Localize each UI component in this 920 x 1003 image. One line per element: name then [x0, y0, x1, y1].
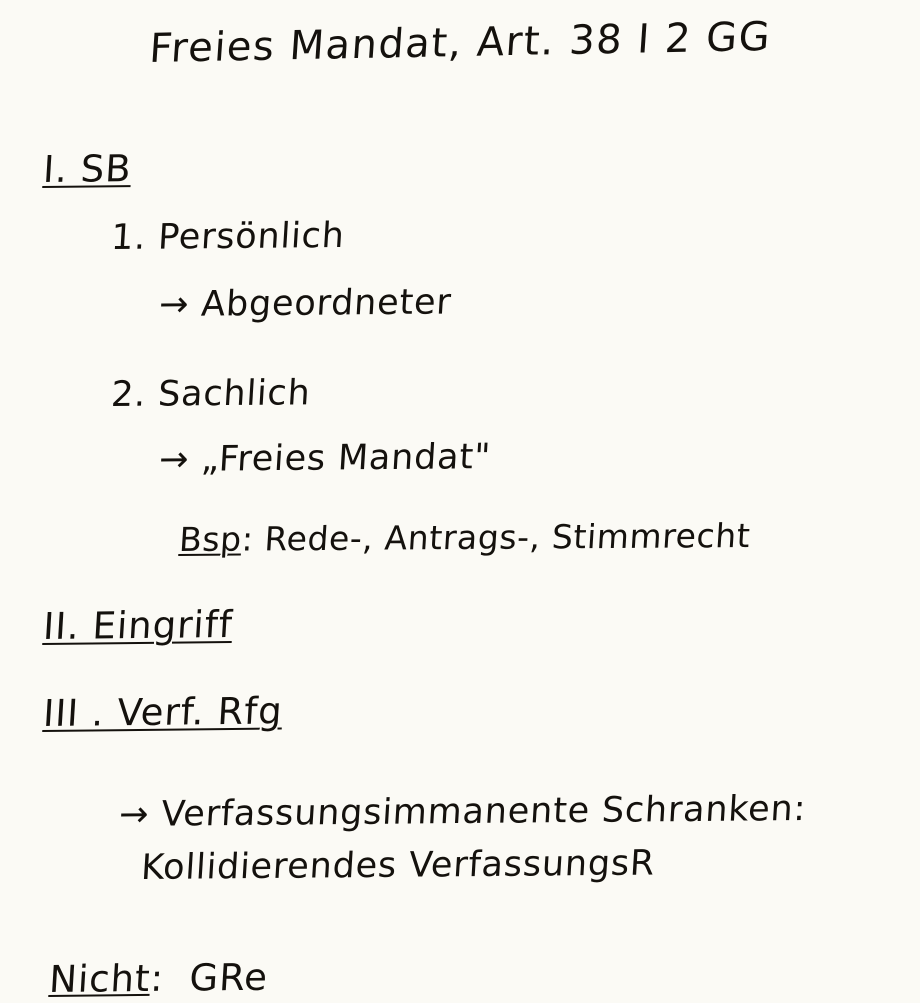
outline-item-i-2: 2. Sachlich	[110, 373, 312, 415]
outline-item-i: I. SB	[42, 147, 133, 191]
example-text: : Rede-, Antrags-, Stimmrecht	[240, 515, 752, 559]
outline-item-iii-detail-2: Kollidierendes VerfassungsR	[140, 843, 657, 888]
outline-item-iii-detail-1: → Verfassungsimmanente Schranken:	[118, 788, 808, 835]
page-title: Freies Mandat, Art. 38 I 2 GG	[148, 13, 773, 72]
outline-item-i-2-detail: → „Freies Mandat"	[158, 437, 493, 480]
outline-item-iii: III . Verf. Rfg	[42, 689, 285, 735]
exclusion-label: Nicht	[48, 956, 152, 1001]
outline-item-i-1-detail: → Abgeordneter	[158, 282, 453, 325]
outline-item-ii: II. Eingriff	[42, 602, 235, 648]
exclusion-text: : GRe	[149, 955, 270, 1000]
outline-item-i-2-example	[178, 516, 752, 559]
example-label: Bsp	[178, 519, 244, 559]
outline-item-i-1: 1. Persönlich	[110, 215, 346, 258]
note-exclusion	[48, 956, 269, 1001]
